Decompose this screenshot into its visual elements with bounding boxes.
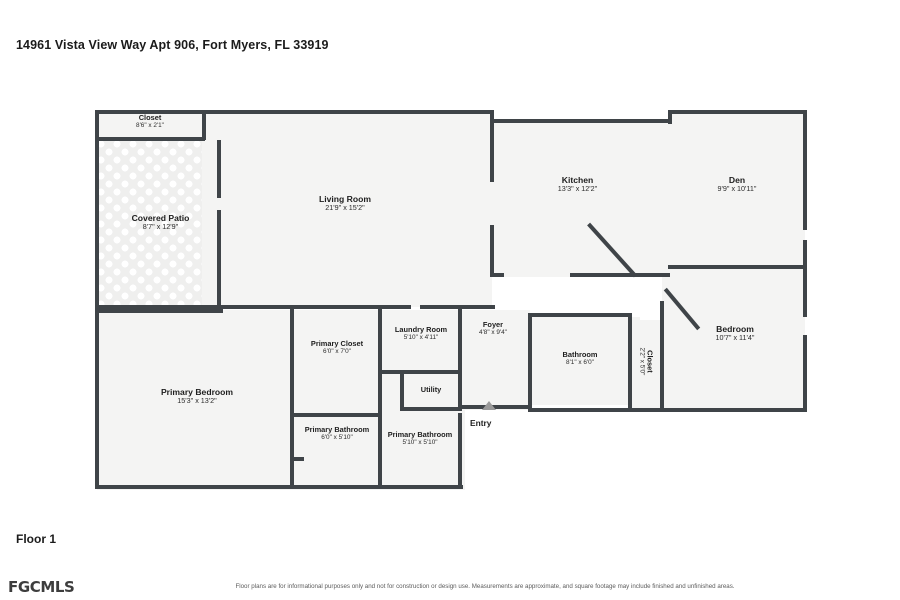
brand-logo: FGCMLS — [8, 578, 75, 596]
room-label-closet-hall: Closet 2'2" x 5'0" — [638, 347, 655, 376]
entry-arrow-icon — [482, 401, 496, 410]
wall-closet-hall-right — [660, 315, 664, 410]
wall-den-bedroom-divider — [668, 265, 807, 269]
disclaimer-text: Floor plans are for informational purposes only and not for construction or design use. Measurements are approximate, and square footage may include finished and unfinished areas. — [235, 583, 735, 590]
wall-primary-bath-small-left — [290, 445, 294, 489]
wall-primary-closet-right — [378, 309, 382, 417]
room-label-bedroom: Bedroom 10'7" x 11'4" — [715, 324, 755, 343]
wall-kitchen-top-riser — [490, 110, 494, 122]
wall-primary-bath-notch — [290, 457, 304, 461]
wall-left-patio — [95, 140, 99, 310]
wall-patio-right-lower — [217, 210, 221, 309]
wall-right-bedroom-lower — [803, 335, 807, 412]
room-fill-living-room — [202, 112, 492, 307]
wall-primary-bath-right — [458, 413, 462, 489]
room-label-den: Den 9'9" x 10'11" — [717, 175, 757, 194]
room-fill-closet-top — [97, 112, 202, 140]
wall-lower-left-top — [95, 309, 223, 313]
wall-lower-left-outer — [95, 309, 99, 489]
wall-top-right — [670, 110, 807, 114]
room-label-primary-bathroom-1: Primary Bathroom 6'0" x 5'10" — [304, 425, 370, 442]
wall-bottom-right — [530, 408, 807, 412]
wall-closet-hall-left — [628, 315, 632, 410]
wall-closet-bottom — [95, 137, 205, 141]
room-label-utility: Utility — [420, 385, 442, 394]
wall-living-bottom-left — [221, 305, 411, 309]
page-title: 14961 Vista View Way Apt 906, Fort Myers, FL 33919 — [16, 38, 329, 52]
wall-laundry-bottom — [378, 370, 462, 374]
wall-kitchen-bottom-2 — [570, 273, 670, 277]
room-fill-den — [670, 112, 805, 267]
wall-living-right-upper — [490, 122, 494, 182]
wall-primary-closet-bottom — [290, 413, 382, 417]
room-label-primary-closet: Primary Closet 6'0" x 7'0" — [310, 339, 364, 356]
room-fill-covered-patio — [97, 140, 219, 307]
wall-bathroom-left — [528, 313, 532, 412]
wall-right-den — [803, 110, 807, 230]
room-label-laundry-room: Laundry Room 5'10" x 4'11" — [394, 325, 448, 342]
room-fill-foyer — [460, 310, 530, 410]
room-fill-primary-bedroom — [97, 310, 297, 490]
entry-label: Entry — [470, 418, 492, 428]
wall-closet-right — [202, 110, 206, 140]
floor-label: Floor 1 — [16, 532, 57, 546]
room-fill-bathroom — [530, 317, 640, 405]
room-label-foyer: Foyer 4'8" x 9'4" — [479, 320, 507, 337]
wall-utility-left — [400, 370, 404, 410]
floor-plan-diagram — [90, 105, 815, 505]
wall-top-living — [202, 110, 494, 114]
room-label-primary-bathroom-2: Primary Bathroom 5'10" x 5'10" — [387, 430, 453, 447]
wall-utility-bottom — [400, 407, 462, 411]
room-label-living-room: Living Room 21'9" x 15'2" — [318, 194, 372, 213]
wall-kitchen-bottom — [490, 273, 504, 277]
room-label-bathroom: Bathroom 8'1" x 6'0" — [562, 350, 598, 367]
wall-primary-bath-divider — [378, 413, 382, 489]
wall-patio-right-upper — [217, 140, 221, 198]
wall-living-right — [490, 225, 494, 277]
wall-den-left-riser — [668, 110, 672, 124]
room-label-closet-top: Closet 8'6" x 2'1" — [136, 113, 164, 130]
wall-foyer-right — [458, 309, 462, 409]
room-fill-bedroom — [662, 267, 805, 412]
room-label-covered-patio: Covered Patio 8'7" x 12'9" — [131, 213, 190, 232]
wall-left-closet — [95, 110, 99, 140]
wall-right-den-lower — [803, 240, 807, 268]
room-label-kitchen: Kitchen 13'3" x 12'2" — [557, 175, 598, 194]
wall-kitchen-top-step — [490, 119, 672, 123]
room-label-primary-bedroom: Primary Bedroom 15'3" x 13'2" — [160, 387, 234, 406]
wall-lower-bottom — [95, 485, 463, 489]
wall-right-bedroom — [803, 267, 807, 317]
wall-top-left — [95, 110, 205, 114]
